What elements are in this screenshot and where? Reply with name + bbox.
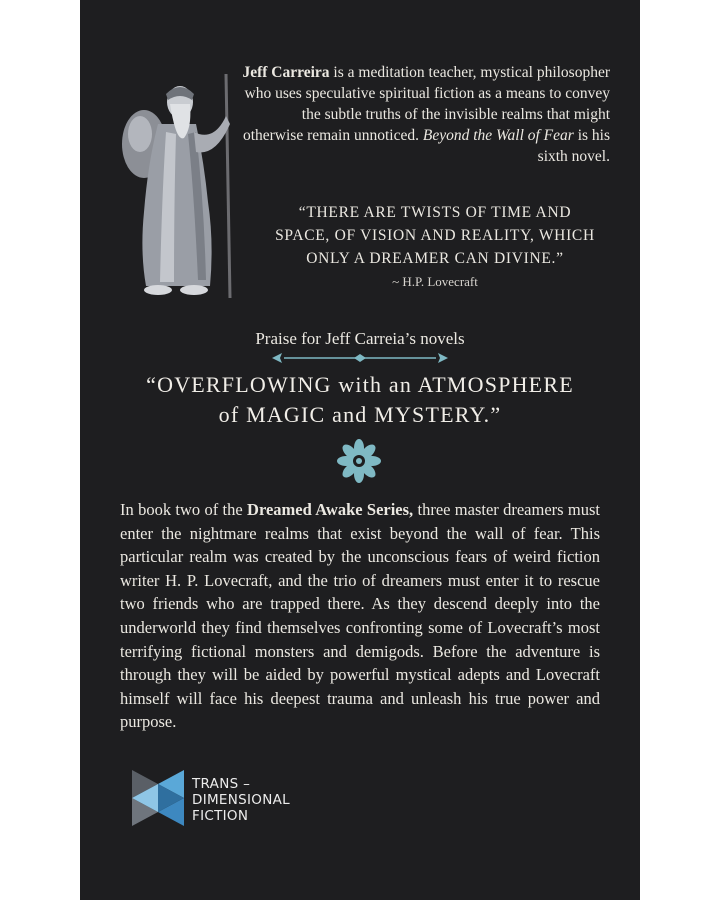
bio-text: is a meditation teacher, mystical philosopher who uses speculative spiritual fiction as a means to convey the subtle truths of the invisible realms that might otherwise remain unnoticed. — [242, 64, 610, 144]
praise-line: “OVERFLOWING with an ATMOSPHERE — [146, 372, 574, 397]
back-cover — [80, 0, 640, 900]
quote-line: SPACE, OF VISION AND REALITY, WHICH — [275, 227, 595, 244]
blurb-text: In book two of the — [120, 500, 248, 519]
quote-attribution: ~ H.P. Lovecraft — [392, 274, 478, 289]
publisher-line: TRANS – — [192, 776, 251, 792]
book-title: Beyond the Wall of Fear — [422, 127, 574, 144]
publisher-name — [192, 776, 290, 824]
blurb-text-body: three master dreamers must enter the nightmare realms that exist beyond the wall of fear. This particular realm was created by the unconscious fears of weird fiction writer H. P. Lovecraft, and the trio of dreamers must enter it to rescue two friends who are trapped there. As they descend deeply into the underworld they find themselves confronting some of Lovecraft’s most terrifying fictional monsters and demigods. Before the adventure is through they will be aided by powerful mystical adepts and Lovecraft himself will face his deepest trauma and unleash his true power and purpose. — [120, 500, 600, 732]
publisher-line: DIMENSIONAL — [192, 792, 290, 808]
quote-line: “THERE ARE TWISTS OF TIME AND — [298, 204, 572, 221]
bio-text-end: is his sixth novel. — [537, 127, 610, 165]
praise-line: of MAGIC and MYSTERY.” — [218, 402, 502, 427]
flower-ornament-icon — [335, 437, 383, 485]
quote-line: ONLY A DREAMER CAN DIVINE.” — [306, 250, 564, 267]
book-description — [120, 498, 600, 734]
publisher-line: FICTION — [192, 808, 249, 824]
series-name: Dreamed Awake Series, — [247, 500, 414, 519]
praise-quote — [80, 370, 640, 430]
praise-heading: Praise for Jeff Carreia’s novels — [255, 329, 465, 348]
lovecraft-quote — [250, 201, 620, 270]
publisher-logo-icon — [132, 770, 184, 826]
author-bio — [240, 62, 610, 167]
author-name: Jeff Carreira — [242, 64, 330, 81]
ornamental-divider-icon — [270, 351, 450, 365]
author-figure-illustration — [118, 72, 238, 302]
